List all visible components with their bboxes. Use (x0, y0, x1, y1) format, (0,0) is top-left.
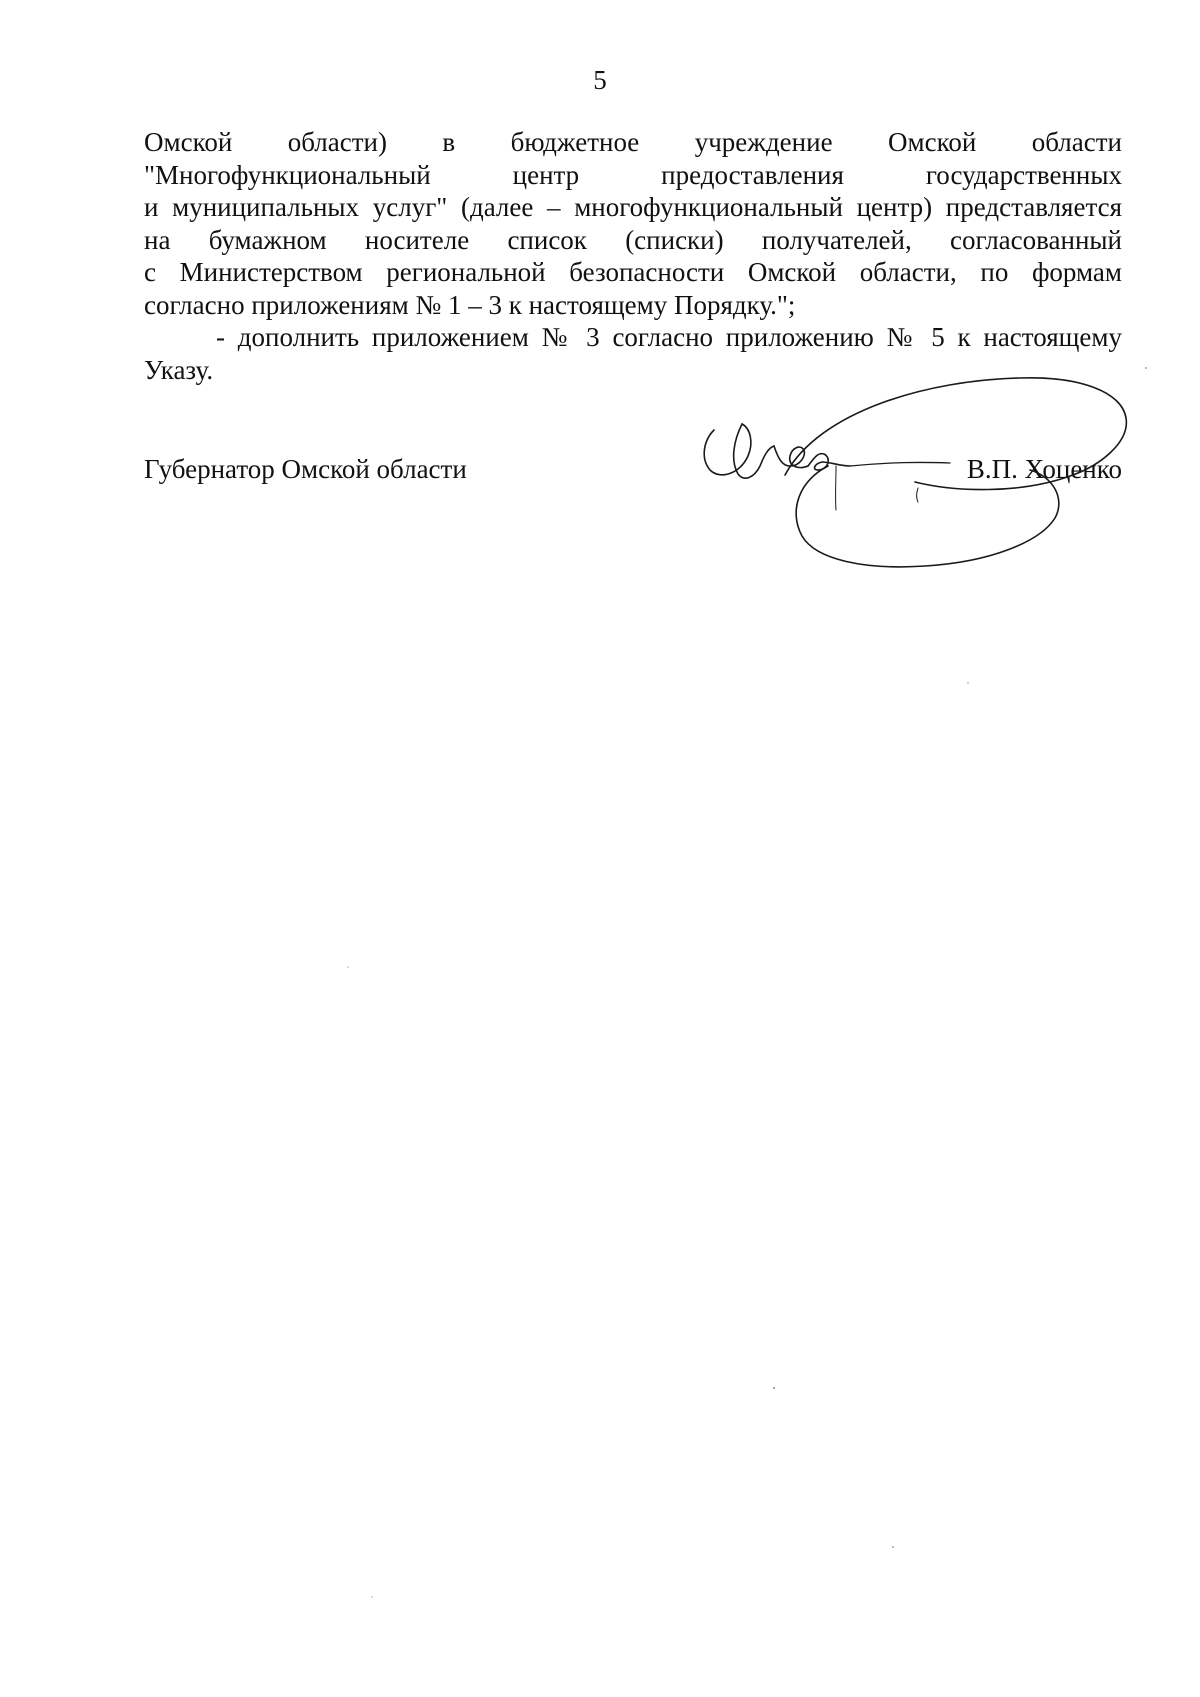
page-number: 5 (593, 65, 607, 95)
signatory-position: Губернатор Омской области (144, 454, 467, 484)
paragraph-line: "Многофункциональный центр предоставления государственных (144, 159, 1122, 190)
paragraph-line: согласно приложениям № 1 – 3 к настоящему Порядку."; (144, 289, 796, 320)
paragraph-line: с Министерством региональной безопасности Омской области, по формам (144, 257, 1122, 287)
paragraph-line: на бумажном носителе список (списки) получателей, согласованный (144, 224, 1122, 255)
signatory-name: В.П. Хоценко (966, 454, 1122, 484)
paragraph-line: Указу. (144, 354, 214, 385)
document-body (144, 126, 1122, 386)
handwritten-signature (690, 370, 1150, 575)
paragraph-line: и муниципальных услуг" (далее – многофункциональный центр) представляется (144, 192, 1122, 222)
paragraph-line: Омской области) в бюджетное учреждение Омской области (144, 127, 1122, 157)
paragraph-line: - дополнить приложением № 3 согласно приложению № 5 к настоящему (216, 322, 1122, 352)
